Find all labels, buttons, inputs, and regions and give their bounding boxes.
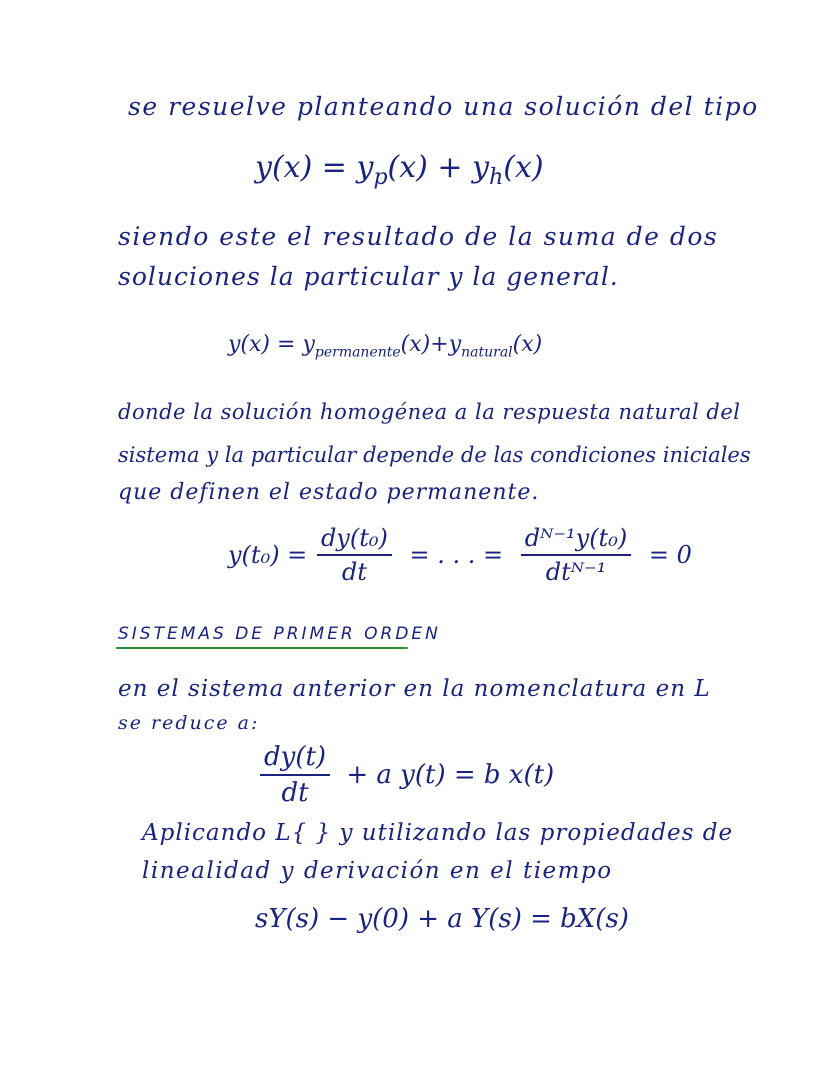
eq3-frac1-numerator: dy(t₀): [320, 524, 388, 552]
eq3-frac2-numerator: dᴺ⁻¹y(t₀): [524, 524, 628, 552]
sum-line-1: siendo este el resultado de la suma de dos: [118, 222, 719, 251]
sum-line-2: soluciones la particular y la general.: [118, 262, 619, 291]
eq2-arg1: (x): [400, 332, 431, 357]
eq3-fraction-1: [315, 524, 394, 586]
eq2-sub2: natural: [461, 344, 513, 361]
eq3-frac1-denominator: dt: [341, 558, 367, 586]
eq2-plus: +: [430, 332, 449, 357]
eq2-term2: y: [448, 332, 462, 357]
equation-permanent-natural: [228, 332, 542, 360]
eq2-lhs: y(x) =: [228, 332, 296, 357]
eq1-sub1: p: [373, 165, 388, 190]
laplace-line-1: Aplicando L{ } y utilizando las propiedades de: [142, 820, 734, 846]
eq1-term2: y: [472, 150, 490, 185]
eq2-arg2: (x): [512, 332, 543, 357]
equation-initial-conditions: [228, 524, 692, 586]
homogeneous-line-1: donde la solución homogénea a la respuesta natural del: [118, 400, 741, 424]
eq3-fraction-2: [519, 524, 633, 586]
eq1-sub2: h: [489, 165, 504, 190]
homogeneous-line-2: sistema y la particular depende de las condiciones iniciales: [118, 443, 751, 467]
eq1-term1: y: [356, 150, 374, 185]
eq1-arg2: (x): [503, 150, 544, 185]
eq3-lhs: y(t₀) =: [228, 541, 308, 569]
eq2-sub1: permanente: [314, 344, 401, 361]
eq2-term1: y: [302, 332, 315, 357]
homogeneous-line-3: que definen el estado permanente.: [118, 480, 540, 505]
reduction-line-2: se reduce a:: [118, 712, 260, 734]
equation-laplace-domain: sY(s) − y(0) + a Y(s) = bX(s): [255, 904, 629, 934]
eq4-rest: + a y(t) = b x(t): [346, 760, 555, 790]
eq4-denominator: dt: [281, 778, 309, 808]
reduction-line-1: en el sistema anterior en la nomenclatura en L: [118, 676, 711, 702]
section-heading-underline: [116, 647, 408, 649]
eq1-lhs: y(x) =: [255, 150, 347, 185]
equation-first-order: [258, 742, 554, 808]
section-heading: SISTEMAS DE PRIMER ORDEN: [118, 624, 441, 644]
eq4-fraction: [258, 742, 332, 808]
intro-line: se resuelve planteando una solución del tipo: [128, 92, 759, 121]
eq1-plus: +: [437, 150, 463, 185]
eq3-rhs: = 0: [648, 541, 692, 569]
eq1-arg1: (x): [387, 150, 428, 185]
laplace-line-2: linealidad y derivación en el tiempo: [142, 858, 613, 884]
eq3-frac2-denominator: dtᴺ⁻¹: [545, 558, 607, 586]
eq3-middle: = . . . =: [409, 541, 504, 569]
equation-general-solution: [255, 150, 544, 190]
eq4-numerator: dy(t): [264, 742, 327, 772]
